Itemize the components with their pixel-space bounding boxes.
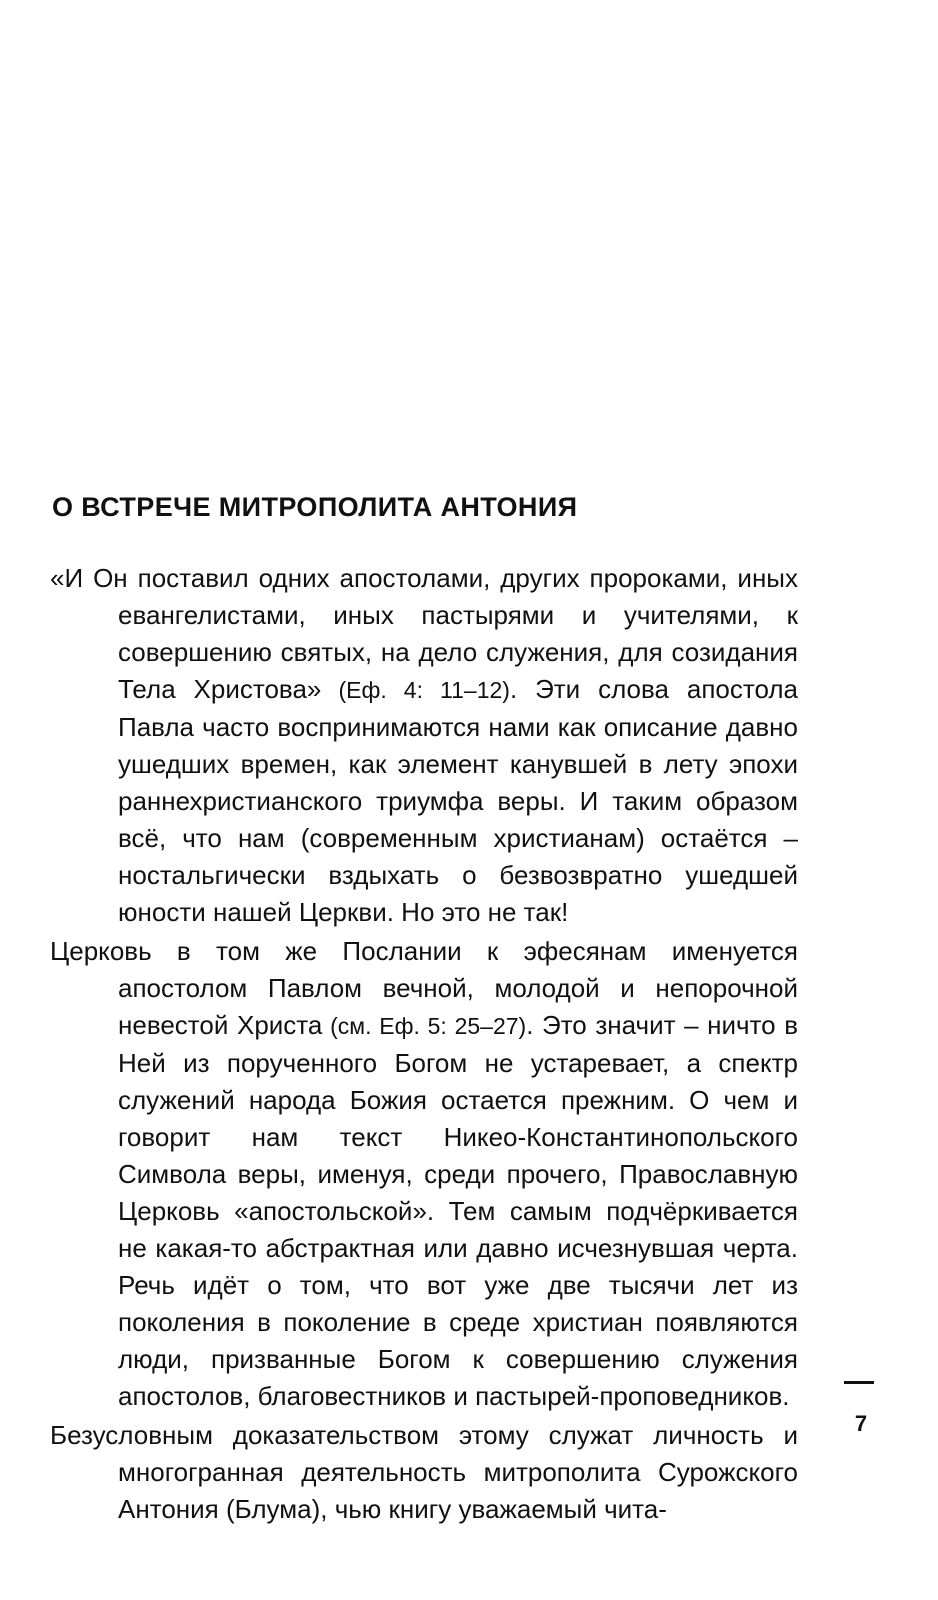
paragraph-1-text: «И Он поставил одних апостолами, других пророками, иных евангелистами, иных пастырями и учителями, к совершению святых, на дело служения, для созидания Тела Христова»: [50, 563, 798, 704]
paragraph-2-tail: . Это значит – ничто в Ней из порученного Богом не устаревает, а спектр служений народа Божия остается прежним. О чем и говорит нам текст Никео-Константинопольского Символа веры, именуя, среди прочего, Православную Церковь «апостольской». Тем самым подчёркивается не какая-то абстрактная или давно исчезнувшая черта. Речь идёт о том, что вот уже две тысячи лет из поколения в поколение в среде христиан появляются люди, призванные Богом к совершению служения апостолов, благовестников и пастырей-проповедников.: [118, 1010, 799, 1411]
paragraph-3: [50, 1417, 798, 1528]
page-number: 7: [854, 1411, 868, 1436]
paragraph-1-tail: . Эти слова апостола Павла часто воспринимаются нами как описание давно ушедших времен, как элемент канувшей в лету эпохи раннехристианского триумфа веры. И таким образом всё, что нам (современным христианам) остаётся – ностальгически вздыхать о безвозвратно ушедшей юности нашей Церкви. Но это не так!: [118, 674, 799, 927]
page-number-rule: [844, 1381, 874, 1384]
paragraph-1-citation: (Еф. 4: 11–12): [321, 677, 510, 703]
body-text: [50, 560, 798, 1530]
paragraph-2: [50, 933, 798, 1415]
section-heading: О ВСТРЕЧЕ МИТРОПОЛИТА АНТОНИЯ: [52, 492, 578, 522]
paragraph-3-text: Безусловным доказательством этому служат личность и многогранная деятельность митрополита Сурожского Антония (Блума), чью книгу уважаемый чита-: [50, 1420, 798, 1524]
paragraph-2-citation: (см. Еф. 5: 25–27): [322, 1013, 527, 1039]
paragraph-2-text: Церковь в том же Послании к эфесянам именуется апостолом Павлом вечной, молодой и непорочной невестой Христа: [50, 936, 798, 1040]
paragraph-1: [50, 560, 798, 931]
